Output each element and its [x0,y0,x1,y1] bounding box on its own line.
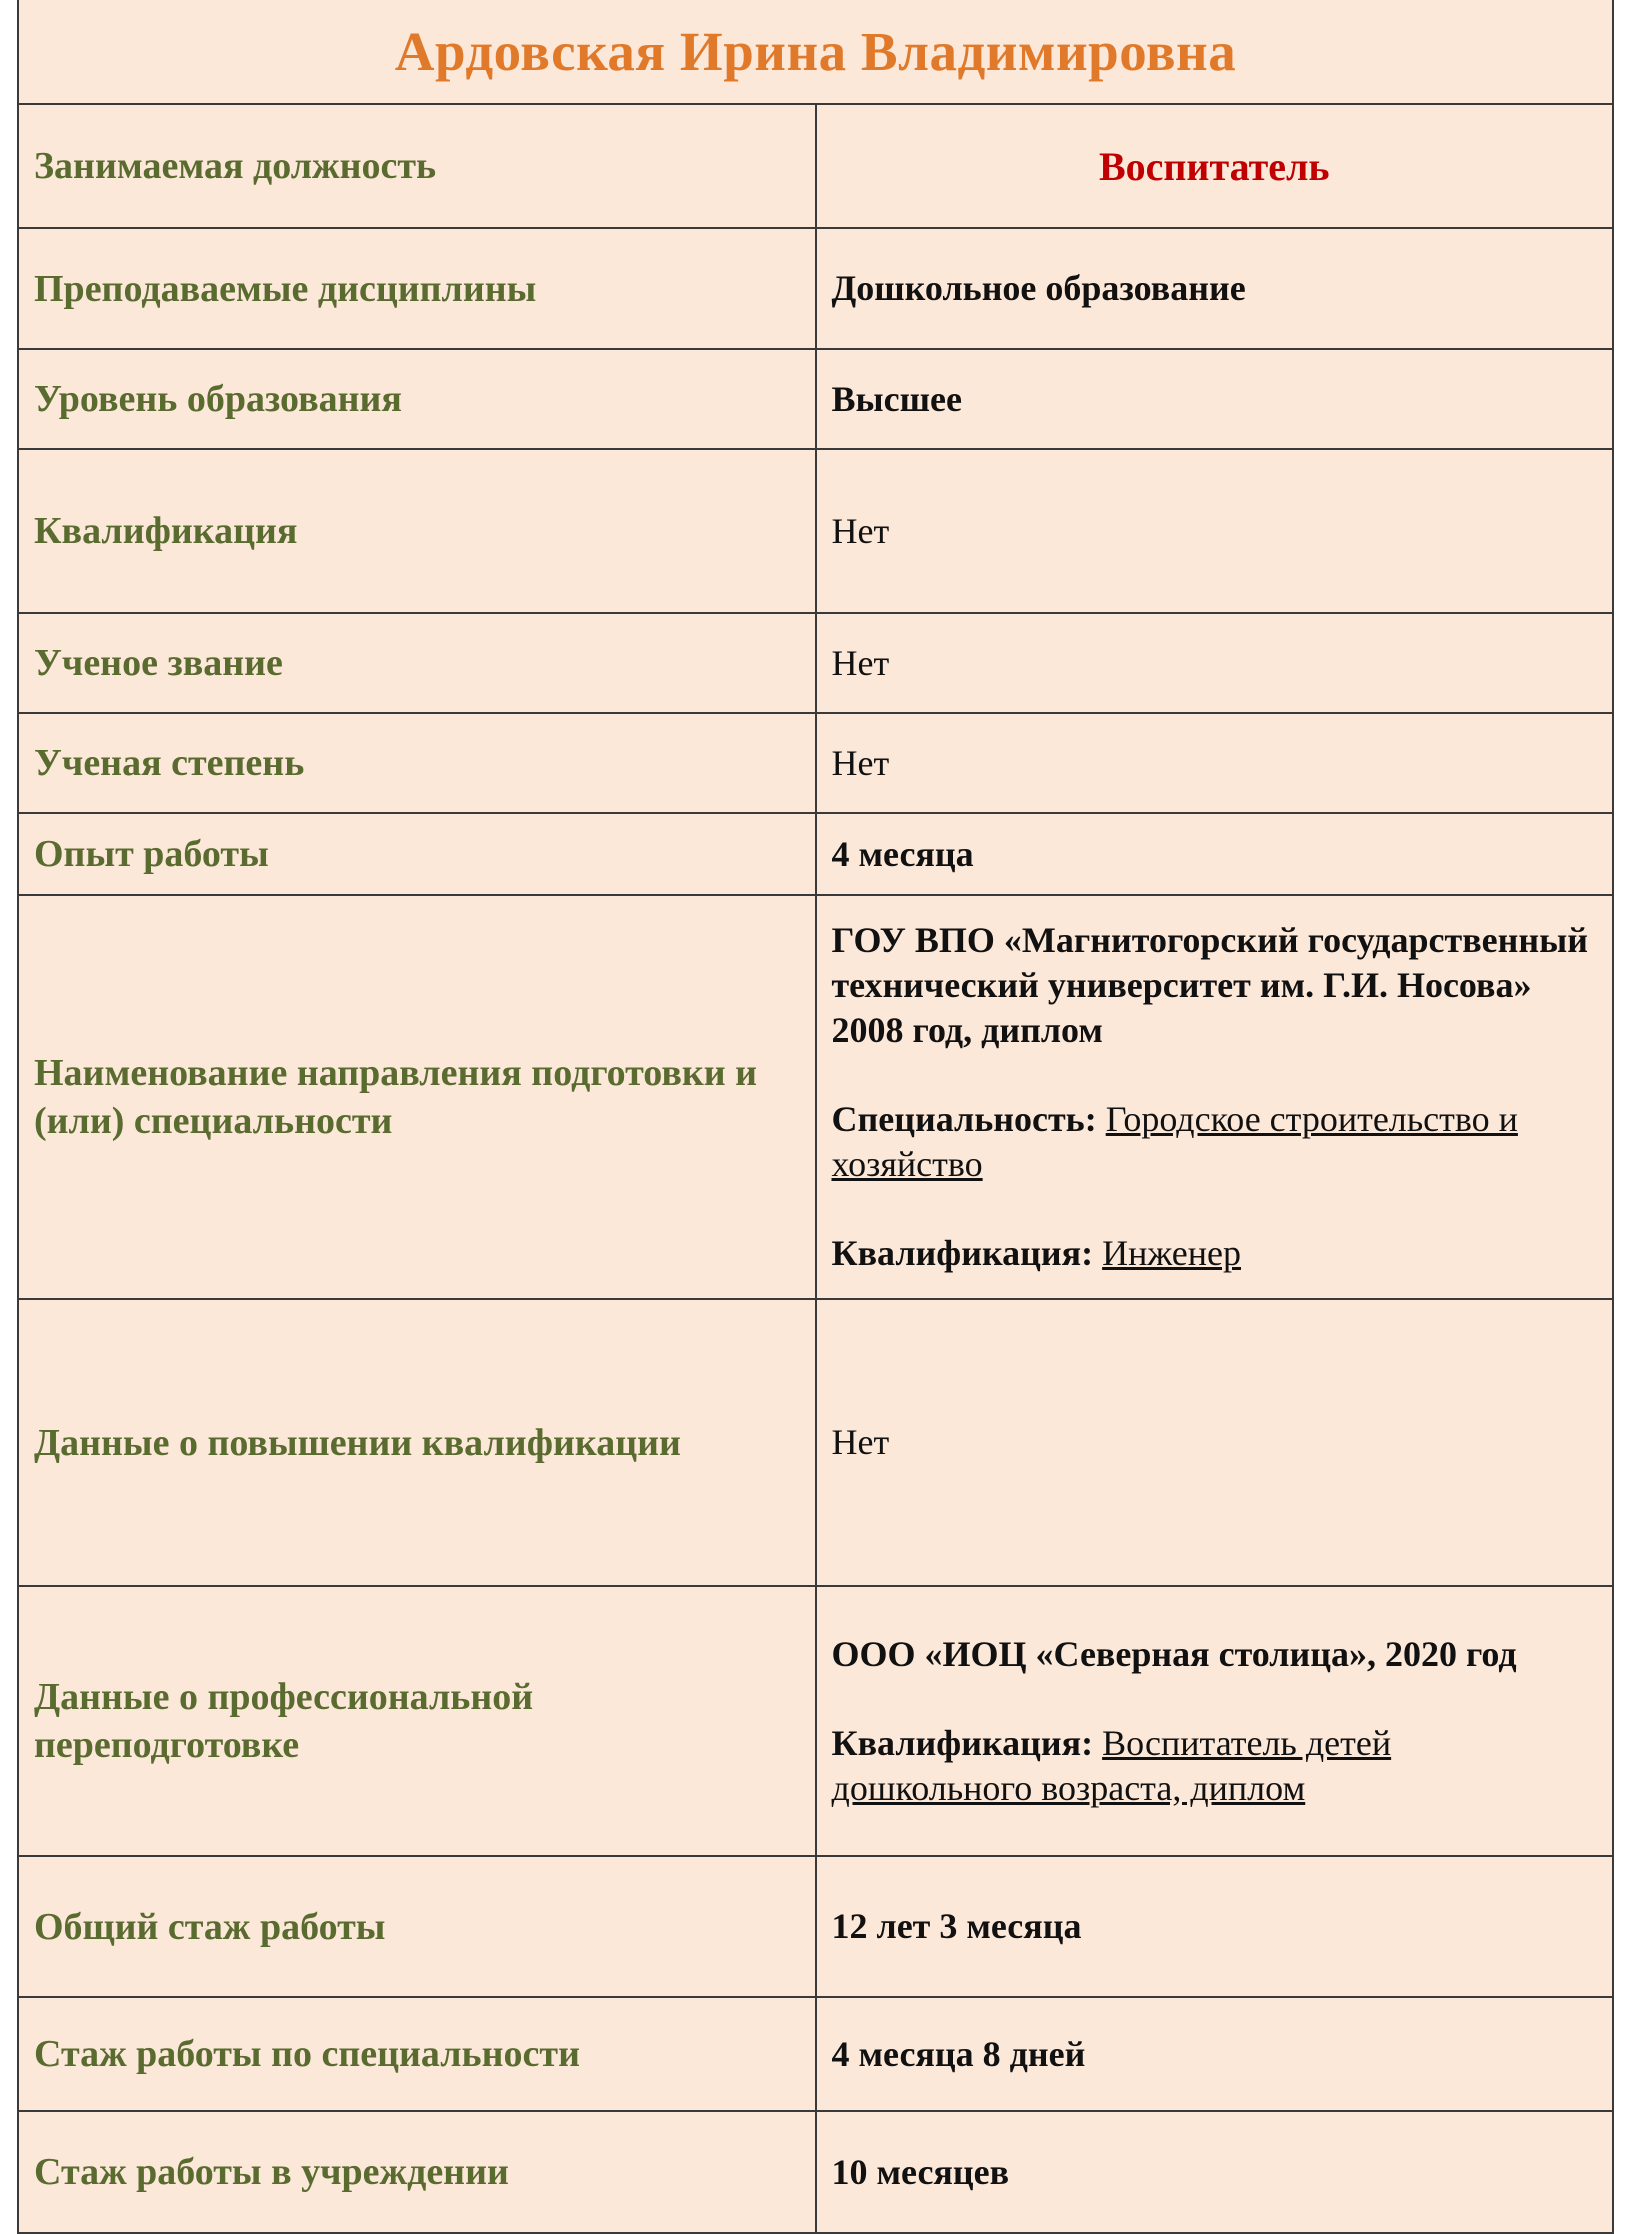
education-level-label: Уровень образования [18,349,816,449]
row-academic-title [18,613,1613,713]
retraining-qualification-label: Квалификация: [831,1722,1094,1763]
academic-degree-value: Нет [816,713,1614,813]
row-total-experience [18,1856,1613,1997]
specialty-qualification-value: Инженер [1102,1233,1241,1273]
specialty-institution: ГОУ ВПО «Магнитогорский государственный технический университет им. Г.И. Носова» 2008 год, диплом [831,920,1588,1050]
title-cell [18,0,1613,104]
disciplines-value: Дошкольное образование [816,228,1614,349]
specialty-experience-label: Стаж работы по специальности [18,1997,816,2111]
row-academic-degree [18,713,1613,813]
specialty-label: Наименование направления подготовки и (или) специальности [18,895,816,1299]
retraining-qualification-line [832,1721,1598,1811]
row-specialty [18,895,1613,1299]
row-education-level [18,349,1613,449]
row-position [18,104,1613,228]
specialty-qualification-label: Квалификация: [831,1233,1094,1273]
retraining-label: Данные о профессиональной переподготовке [18,1586,816,1856]
academic-title-label: Ученое звание [18,613,816,713]
academic-title-value: Нет [816,613,1614,713]
row-specialty-experience [18,1997,1613,2111]
experience-label: Опыт работы [18,813,816,895]
total-experience-value: 12 лет 3 месяца [816,1856,1614,1997]
row-retraining [18,1586,1613,1856]
profile-table [17,0,1614,2234]
specialty-value-cell [816,895,1614,1299]
qualification-value: Нет [816,449,1614,613]
academic-degree-label: Ученая степень [18,713,816,813]
disciplines-label: Преподаваемые дисциплины [18,228,816,349]
experience-value: 4 месяца [816,813,1614,895]
row-experience [18,813,1613,895]
row-disciplines [18,228,1613,349]
retraining-value-cell [816,1586,1614,1856]
institution-experience-value: 10 месяцев [816,2111,1614,2233]
position-value: Воспитатель [1098,143,1330,189]
retraining-qualification-value: Воспитатель детей дошкольного возраста, диплом [831,1722,1392,1808]
specialty-field-label: Специальность: [831,1099,1097,1139]
profile-page [17,0,1614,2234]
row-advanced-training [18,1299,1613,1586]
institution-experience-label: Стаж работы в учреждении [18,2111,816,2233]
advanced-training-label: Данные о повышении квалификации [18,1299,816,1586]
retraining-institution: ООО «ИОЦ «Северная столица», 2020 год [831,1633,1517,1674]
specialty-line [832,1097,1598,1187]
row-qualification [18,449,1613,613]
total-experience-label: Общий стаж работы [18,1856,816,1997]
education-level-value: Высшее [816,349,1614,449]
row-institution-experience [18,2111,1613,2233]
title-row [18,0,1613,104]
specialty-qualification-line [832,1231,1598,1276]
specialty-field-value: Городское строительство и хозяйство [831,1099,1518,1184]
qualification-label: Квалификация [18,449,816,613]
specialty-experience-value: 4 месяца 8 дней [816,1997,1614,2111]
position-label: Занимаемая должность [18,104,816,228]
advanced-training-value: Нет [816,1299,1614,1586]
position-value-cell [816,104,1614,228]
person-name-title: Ардовская Ирина Владимировна [394,21,1237,82]
